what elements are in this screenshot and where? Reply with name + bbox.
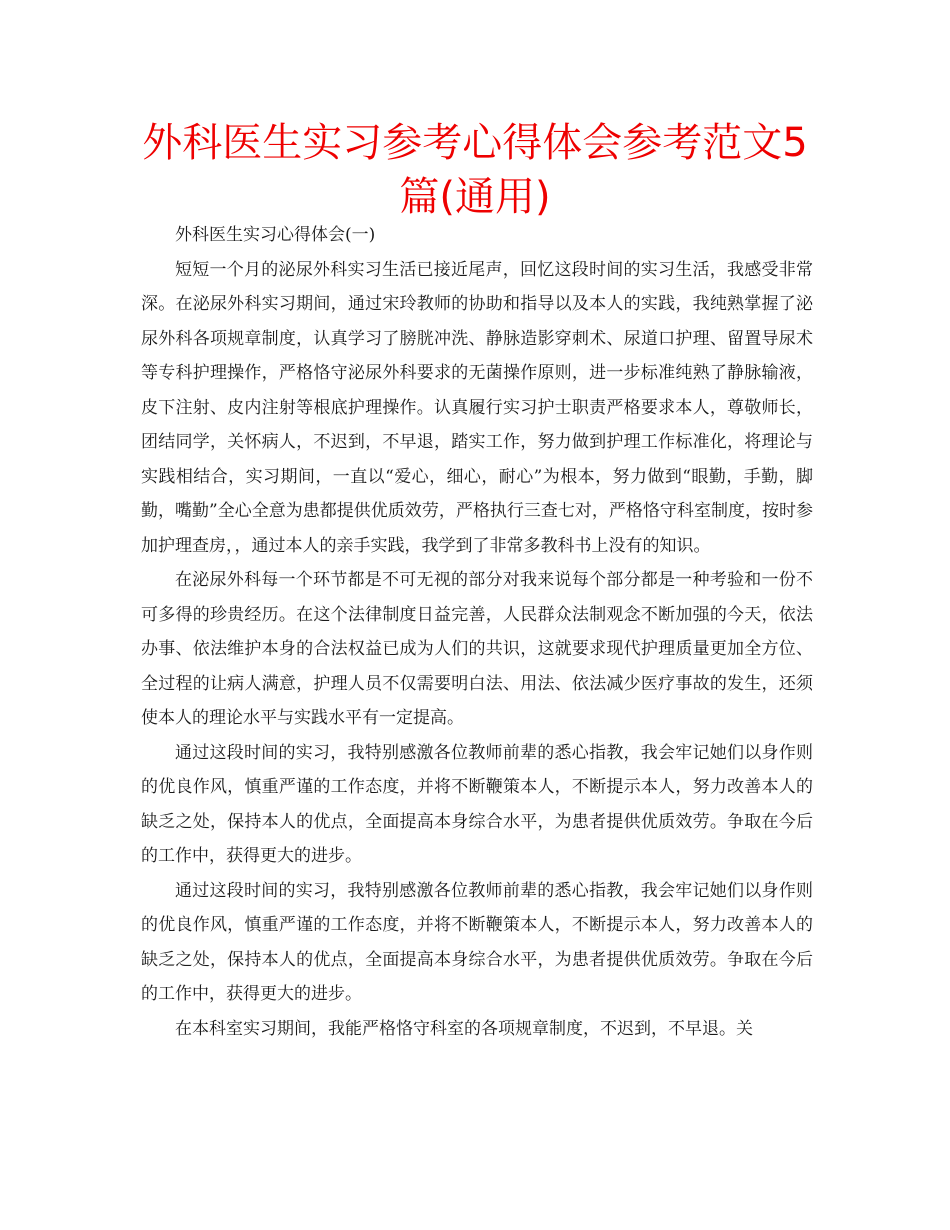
paragraph: 短短一个月的泌尿外科实习生活已接近尾声，回忆这段时间的实习生活，我感受非常深。在泌尿外科实习期间，通过宋玲教师的协助和指导以及本人的实践，我纯熟掌握了泌尿外科各项规章制度，认真学习了膀胱冲洗、静脉造影穿刺术、尿道口护理、留置导尿术等专科护理操作，严格恪守泌尿外科要求的无菌操作原则，进一步标准纯熟了静脉输液，皮下注射、皮内注射等根底护理操作。认真履行实习护士职责严格要求本人，尊敬师长，团结同学，关怀病人，不迟到，不早退，踏实工作，努力做到护理工作标准化，将理论与实践相结合，实习期间，一直以“爱心，细心，耐心”为根本，努力做到“眼勤，手勤，脚勤，嘴勤”全心全意为患都提供优质效劳，严格执行三查七对，严格恪守科室制度，按时参加护理查房，，通过本人的亲手实践，我学到了非常多教科书上没有的知识。: [141, 259, 813, 556]
paragraph: 在本科室实习期间，我能严格恪守科室的各项规章制度，不迟到，不早退。关: [175, 1018, 753, 1039]
paragraph: 通过这段时间的实习，我特别感激各位教师前辈的悉心指教，我会牢记她们以身作则的优良作风，慎重严谨的工作态度，并将不断鞭策本人，不断提示本人，努力改善本人的缺乏之处，保持本人的优点，全面提高本身综合水平，为患者提供优质效劳。争取在今后的工作中，获得更大的进步。: [141, 880, 813, 1004]
document-body: [141, 218, 813, 1046]
document-title: 外科医生实习参考心得体会参考范文5篇(通用): [142, 120, 808, 220]
section-heading: 外科医生实习心得体会(一): [175, 225, 376, 245]
paragraph: 通过这段时间的实习，我特别感激各位教师前辈的悉心指教，我会牢记她们以身作则的优良作风，慎重严谨的工作态度，并将不断鞭策本人，不断提示本人，努力改善本人的缺乏之处，保持本人的优点，全面提高本身综合水平，为患者提供优质效劳。争取在今后的工作中，获得更大的进步。: [141, 742, 813, 866]
paragraph: 在泌尿外科每一个环节都是不可无视的部分对我来说每个部分都是一种考验和一份不可多得的珍贵经历。在这个法律制度日益完善，人民群众法制观念不断加强的今天，依法办事、依法维护本身的合法权益已成为人们的共识，这就要求现代护理质量更加全方位、全过程的让病人满意，护理人员不仅需要明白法、用法、依法减少医疗事故的发生，还须使本人的理论水平与实践水平有一定提高。: [141, 570, 813, 728]
